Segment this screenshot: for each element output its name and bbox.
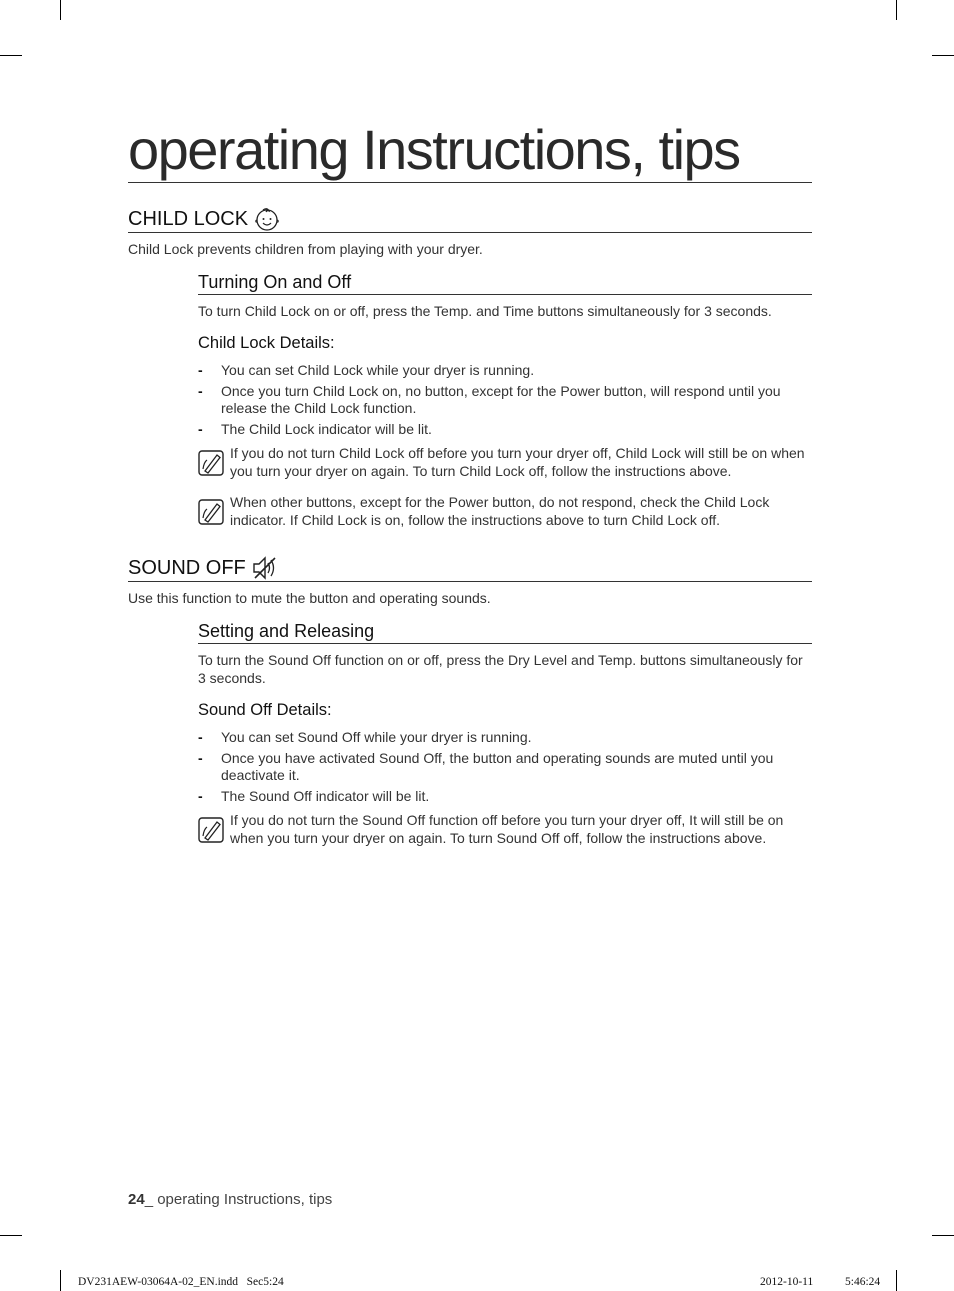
footer-section: _ operating Instructions, tips	[144, 1191, 333, 1208]
setting-releasing-heading: Setting and Releasing	[198, 621, 812, 644]
slug-time: 5:46:24	[845, 1276, 881, 1288]
note-pencil-icon	[198, 817, 224, 843]
crop-mark	[0, 1235, 22, 1236]
crop-mark	[932, 55, 954, 56]
child-lock-heading-label: CHILD LOCK	[128, 208, 249, 230]
child-lock-heading	[128, 206, 812, 233]
note-text: If you do not turn Child Lock off before you turn your dryer off, Child Lock will still be on when you turn your dryer on again. To turn Child Lock off, follow the instructions above.	[230, 445, 805, 479]
list-item: - You can set Child Lock while your dryer is running.	[198, 362, 535, 378]
crop-mark	[60, 1270, 61, 1291]
sound-off-intro: Use this function to mute the button and operating sounds.	[128, 590, 491, 606]
page-number: 24	[128, 1191, 145, 1208]
slug-file: DV231AEW-03064A-02_EN.indd Sec5:24	[78, 1276, 284, 1288]
note-pencil-icon	[198, 499, 224, 525]
crop-mark	[60, 0, 61, 20]
sound-off-heading-label: SOUND OFF	[128, 557, 246, 579]
baby-face-icon	[254, 206, 280, 232]
slug-date: 2012-10-11	[760, 1276, 814, 1288]
crop-mark	[0, 55, 22, 56]
turning-on-off-heading: Turning On and Off	[198, 272, 812, 295]
child-lock-intro: Child Lock prevents children from playing with your dryer.	[128, 241, 483, 257]
child-lock-details-heading: Child Lock Details:	[198, 334, 335, 352]
turning-on-off-text: To turn Child Lock on or off, press the Temp. and Time buttons simultaneously for 3 seconds.	[198, 303, 772, 319]
note-text: When other buttons, except for the Power button, do not respond, check the Child Lock indicator. If Child Lock is on, follow the instructions above to turn Child Lock off.	[230, 494, 770, 528]
list-item: - The Sound Off indicator will be lit.	[198, 787, 430, 804]
page-footer	[128, 1191, 332, 1208]
crop-mark	[896, 0, 897, 20]
child-lock-note-2	[198, 493, 808, 529]
setting-releasing-text: To turn the Sound Off function on or off, press the Dry Level and Temp. buttons simultaneously for 3 seconds.	[198, 652, 803, 686]
crop-mark	[896, 1270, 897, 1291]
child-lock-details-list	[198, 362, 808, 441]
speaker-mute-icon	[252, 555, 278, 581]
sound-off-heading	[128, 555, 812, 582]
child-lock-note-1	[198, 444, 808, 480]
list-item: - Once you turn Child Lock on, no button, except for the Power button, will respond until you release the Child Lock function.	[198, 382, 781, 416]
list-item: - Once you have activated Sound Off, the button and operating sounds are muted until you deactivate it.	[198, 749, 774, 783]
sound-off-details-list	[198, 729, 808, 808]
crop-mark	[932, 1235, 954, 1236]
note-text: If you do not turn the Sound Off function off before you turn your dryer off, It will still be on when you turn your dryer on again. To turn Sound Off off, follow the instructions above.	[230, 812, 784, 846]
sound-off-details-heading: Sound Off Details:	[198, 701, 332, 719]
list-item: - You can set Sound Off while your dryer is running.	[198, 729, 532, 745]
list-item: - The Child Lock indicator will be lit.	[198, 420, 432, 437]
note-pencil-icon	[198, 450, 224, 476]
sound-off-note-1	[198, 811, 808, 847]
page-title: operating Instructions, tips	[128, 118, 812, 183]
